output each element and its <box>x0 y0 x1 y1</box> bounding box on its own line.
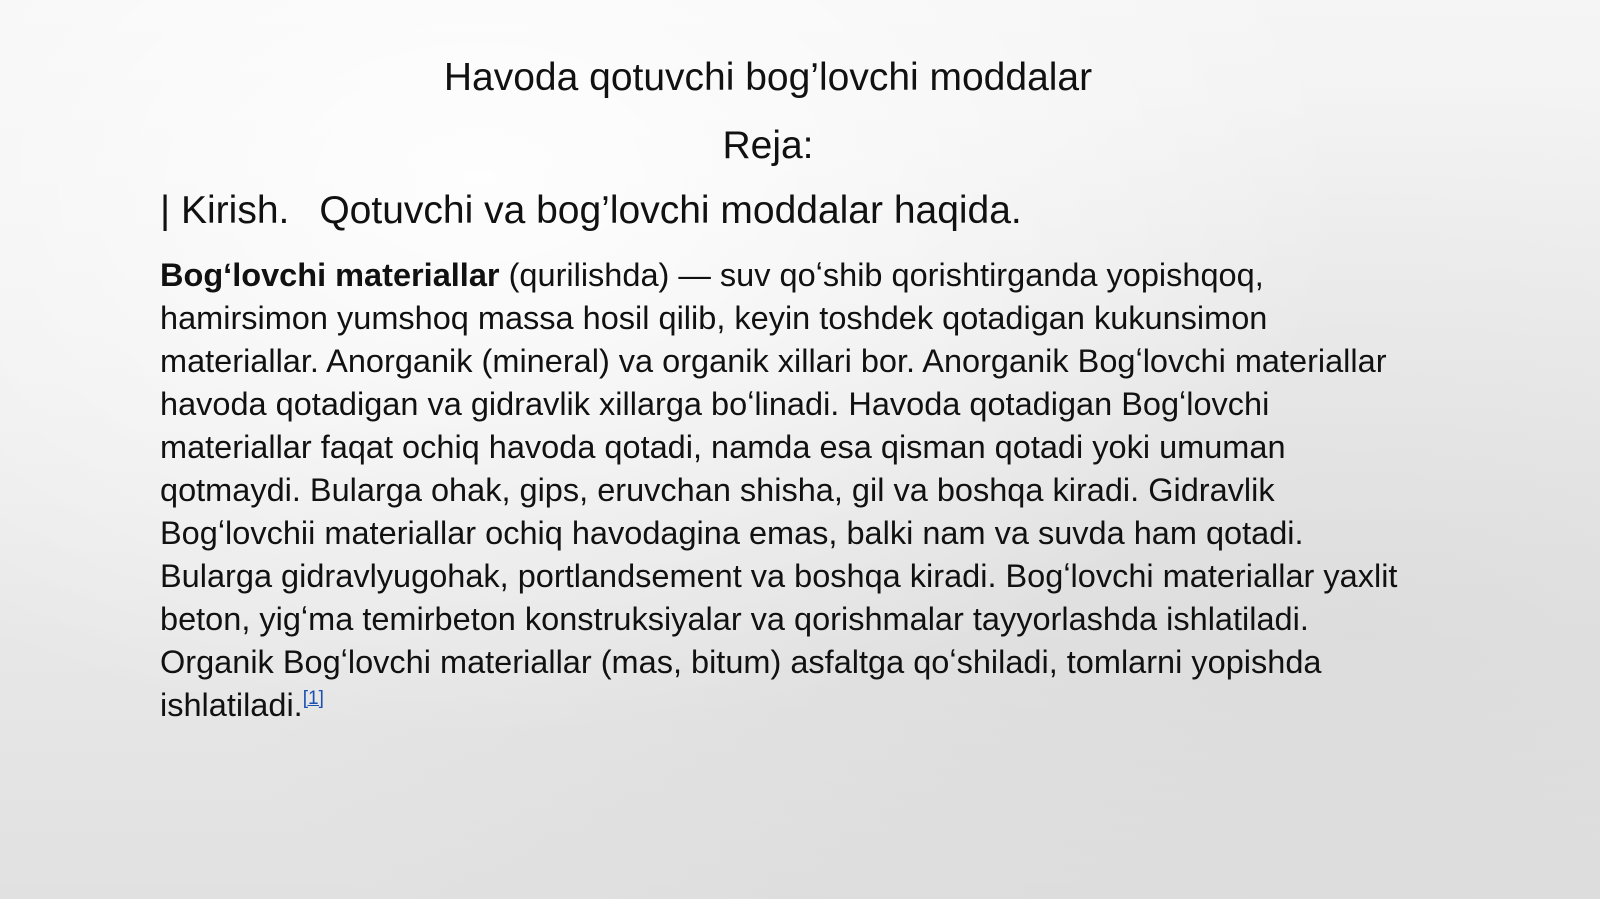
citation-link[interactable]: [1] <box>302 688 324 710</box>
slide-title: Havoda qotuvchi bog’lovchi moddalar <box>443 56 1093 99</box>
intro-marker: | <box>160 189 171 232</box>
intro-text: Qotuvchi va bog’lovchi moddalar haqida. <box>319 189 1022 232</box>
bold-term: Bogʻlovchi materiallar <box>160 257 500 293</box>
paragraph-body: (qurilishda) — suv qoʻshib qorishtirganda yopishqoq, hamirsimon yumshoq massa hosil qilib, keyin toshdek qotadigan kukunsimon materiallar. Anorganik (mineral) va organik xillari bor. Anorganik Bogʻlovchi materiallar havoda qotadigan va gidravlik xillarga boʻlinadi. Havoda qotadigan Bogʻlovchi materiallar faqat ochiq havoda qotadi, namda esa qisman qotadi yoki umuman qotmaydi. Bularga ohak, gips, eruvchan shisha, gil va boshqa kiradi. Gidravlik Bogʻlovchii materiallar ochiq havodagina emas, balki nam va suvda ham qotadi. Bularga gidravlyugohak, portlandsement va boshqa kiradi. Bogʻlovchi materiallar yaxlit beton, yigʻma temirbeton konstruksiyalar va qorishmalar tayyorlashda ishlatiladi. Organik Bogʻlovchi materiallar (mas, bitum) asfaltga qoʻshiladi, tomlarni yopishda ishlatiladi. <box>160 257 1398 723</box>
intro-line <box>160 185 1022 237</box>
body-paragraph <box>160 254 1400 727</box>
intro-label: Kirish. <box>180 189 290 232</box>
slide-subtitle: Reja: <box>722 124 814 167</box>
